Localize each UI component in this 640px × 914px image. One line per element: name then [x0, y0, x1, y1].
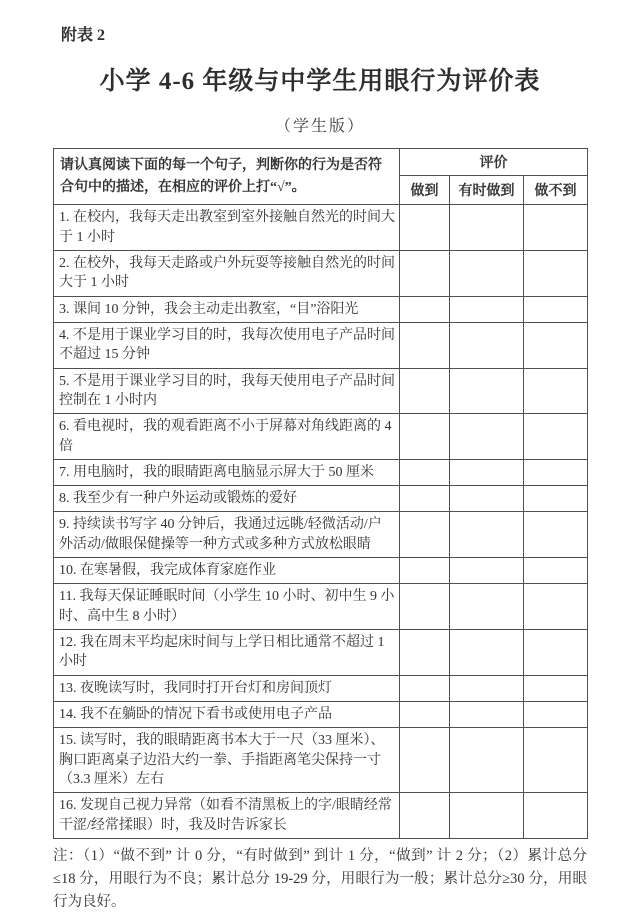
answer-cell-done	[400, 251, 450, 297]
answer-cell-done	[400, 368, 450, 414]
table-row	[54, 630, 588, 676]
column-header-not-done: 做不到	[524, 176, 588, 205]
table-row	[54, 558, 588, 584]
answer-cell-not-done	[524, 322, 588, 368]
answer-cell-sometimes	[450, 296, 524, 322]
answer-cell-not-done	[524, 630, 588, 676]
answer-cell-not-done	[524, 368, 588, 414]
answer-cell-sometimes	[450, 486, 524, 512]
answer-cell-done	[400, 414, 450, 460]
answer-cell-not-done	[524, 512, 588, 558]
question-cell: 16. 发现自己视力异常（如看不清黑板上的字/眼睛经常干涩/经常揉眼）时，我及时告诉家长	[54, 793, 400, 839]
table-row	[54, 675, 588, 701]
answer-cell-done	[400, 512, 450, 558]
annex-label: 附表 2	[61, 27, 106, 44]
table-row	[54, 205, 588, 251]
answer-cell-done	[400, 675, 450, 701]
answer-cell-done	[400, 486, 450, 512]
table-row	[54, 701, 588, 727]
table-row	[54, 368, 588, 414]
answer-cell-not-done	[524, 414, 588, 460]
answer-cell-not-done	[524, 728, 588, 793]
answer-cell-not-done	[524, 296, 588, 322]
question-cell: 6. 看电视时，我的观看距离不小于屏幕对角线距离的 4 倍	[54, 414, 400, 460]
table-body	[54, 205, 588, 838]
question-cell: 7. 用电脑时，我的眼睛距离电脑显示屏大于 50 厘米	[54, 459, 400, 485]
answer-cell-sometimes	[450, 322, 524, 368]
page-title: 小学 4-6 年级与中学生用眼行为评价表	[99, 68, 541, 95]
answer-cell-sometimes	[450, 584, 524, 630]
table-row	[54, 584, 588, 630]
question-cell: 3. 课间 10 分钟，我会主动走出教室，“目”浴阳光	[54, 296, 400, 322]
table-row	[54, 512, 588, 558]
table-row	[54, 728, 588, 793]
answer-cell-not-done	[524, 486, 588, 512]
answer-cell-done	[400, 205, 450, 251]
column-header-done: 做到	[400, 176, 450, 205]
table-header	[54, 149, 588, 205]
answer-cell-not-done	[524, 205, 588, 251]
question-cell: 5. 不是用于课业学习目的时，我每天使用电子产品时间控制在 1 小时内	[54, 368, 400, 414]
answer-cell-not-done	[524, 459, 588, 485]
table-row	[54, 251, 588, 297]
answer-cell-done	[400, 296, 450, 322]
answer-cell-done	[400, 701, 450, 727]
answer-cell-done	[400, 558, 450, 584]
answer-cell-sometimes	[450, 728, 524, 793]
eye-behavior-evaluation-table	[53, 148, 588, 839]
instruction-cell: 请认真阅读下面的每一个句子，判断你的行为是否符合句中的描述，在相应的评价上打“√”。	[54, 149, 400, 205]
question-cell: 11. 我每天保证睡眠时间（小学生 10 小时、初中生 9 小时、高中生 8 小时）	[54, 584, 400, 630]
answer-cell-not-done	[524, 558, 588, 584]
answer-cell-done	[400, 322, 450, 368]
table-row	[54, 459, 588, 485]
table-row	[54, 793, 588, 839]
question-cell: 2. 在校外，我每天走路或户外玩耍等接触自然光的时间大于 1 小时	[54, 251, 400, 297]
answer-cell-sometimes	[450, 368, 524, 414]
table-row	[54, 486, 588, 512]
question-cell: 12. 我在周末平均起床时间与上学日相比通常不超过 1 小时	[54, 630, 400, 676]
answer-cell-sometimes	[450, 558, 524, 584]
answer-cell-done	[400, 728, 450, 793]
answer-cell-sometimes	[450, 512, 524, 558]
evaluation-header-cell: 评价	[400, 149, 588, 176]
column-header-sometimes: 有时做到	[450, 176, 524, 205]
scoring-note: 注：（1）“做不到” 计 0 分，“有时做到” 到计 1 分，“做到” 计 2 分；（2）累计总分≤18 分，用眼行为不良；累计总分 19-29 分，用眼行为一般；累计总分≥30 分，用眼行为良好。	[53, 847, 587, 911]
answer-cell-sometimes	[450, 459, 524, 485]
table-row	[54, 322, 588, 368]
answer-cell-not-done	[524, 251, 588, 297]
answer-cell-done	[400, 630, 450, 676]
question-cell: 14. 我不在躺卧的情况下看书或使用电子产品	[54, 701, 400, 727]
question-cell: 10. 在寒暑假，我完成体育家庭作业	[54, 558, 400, 584]
table-row	[54, 414, 588, 460]
answer-cell-done	[400, 584, 450, 630]
answer-cell-done	[400, 793, 450, 839]
answer-cell-not-done	[524, 793, 588, 839]
answer-cell-sometimes	[450, 251, 524, 297]
answer-cell-sometimes	[450, 701, 524, 727]
question-cell: 4. 不是用于课业学习目的时，我每次使用电子产品时间不超过 15 分钟	[54, 322, 400, 368]
question-cell: 1. 在校内，我每天走出教室到室外接触自然光的时间大于 1 小时	[54, 205, 400, 251]
answer-cell-done	[400, 459, 450, 485]
question-cell: 15. 读写时，我的眼睛距离书本大于一尺（33 厘米）、胸口距离桌子边沿大约一拳、手指距离笔尖保持一寸（3.3 厘米）左右	[54, 728, 400, 793]
answer-cell-sometimes	[450, 793, 524, 839]
answer-cell-sometimes	[450, 205, 524, 251]
answer-cell-not-done	[524, 701, 588, 727]
question-cell: 9. 持续读书写字 40 分钟后，我通过远眺/轻微活动/户外活动/做眼保健操等一种方式或多种方式放松眼睛	[54, 512, 400, 558]
answer-cell-not-done	[524, 675, 588, 701]
answer-cell-not-done	[524, 584, 588, 630]
question-cell: 8. 我至少有一种户外运动或锻炼的爱好	[54, 486, 400, 512]
answer-cell-sometimes	[450, 630, 524, 676]
question-cell: 13. 夜晚读写时，我同时打开台灯和房间顶灯	[54, 675, 400, 701]
answer-cell-sometimes	[450, 414, 524, 460]
answer-cell-sometimes	[450, 675, 524, 701]
page-subtitle: （学生版）	[274, 118, 365, 135]
table-row	[54, 296, 588, 322]
